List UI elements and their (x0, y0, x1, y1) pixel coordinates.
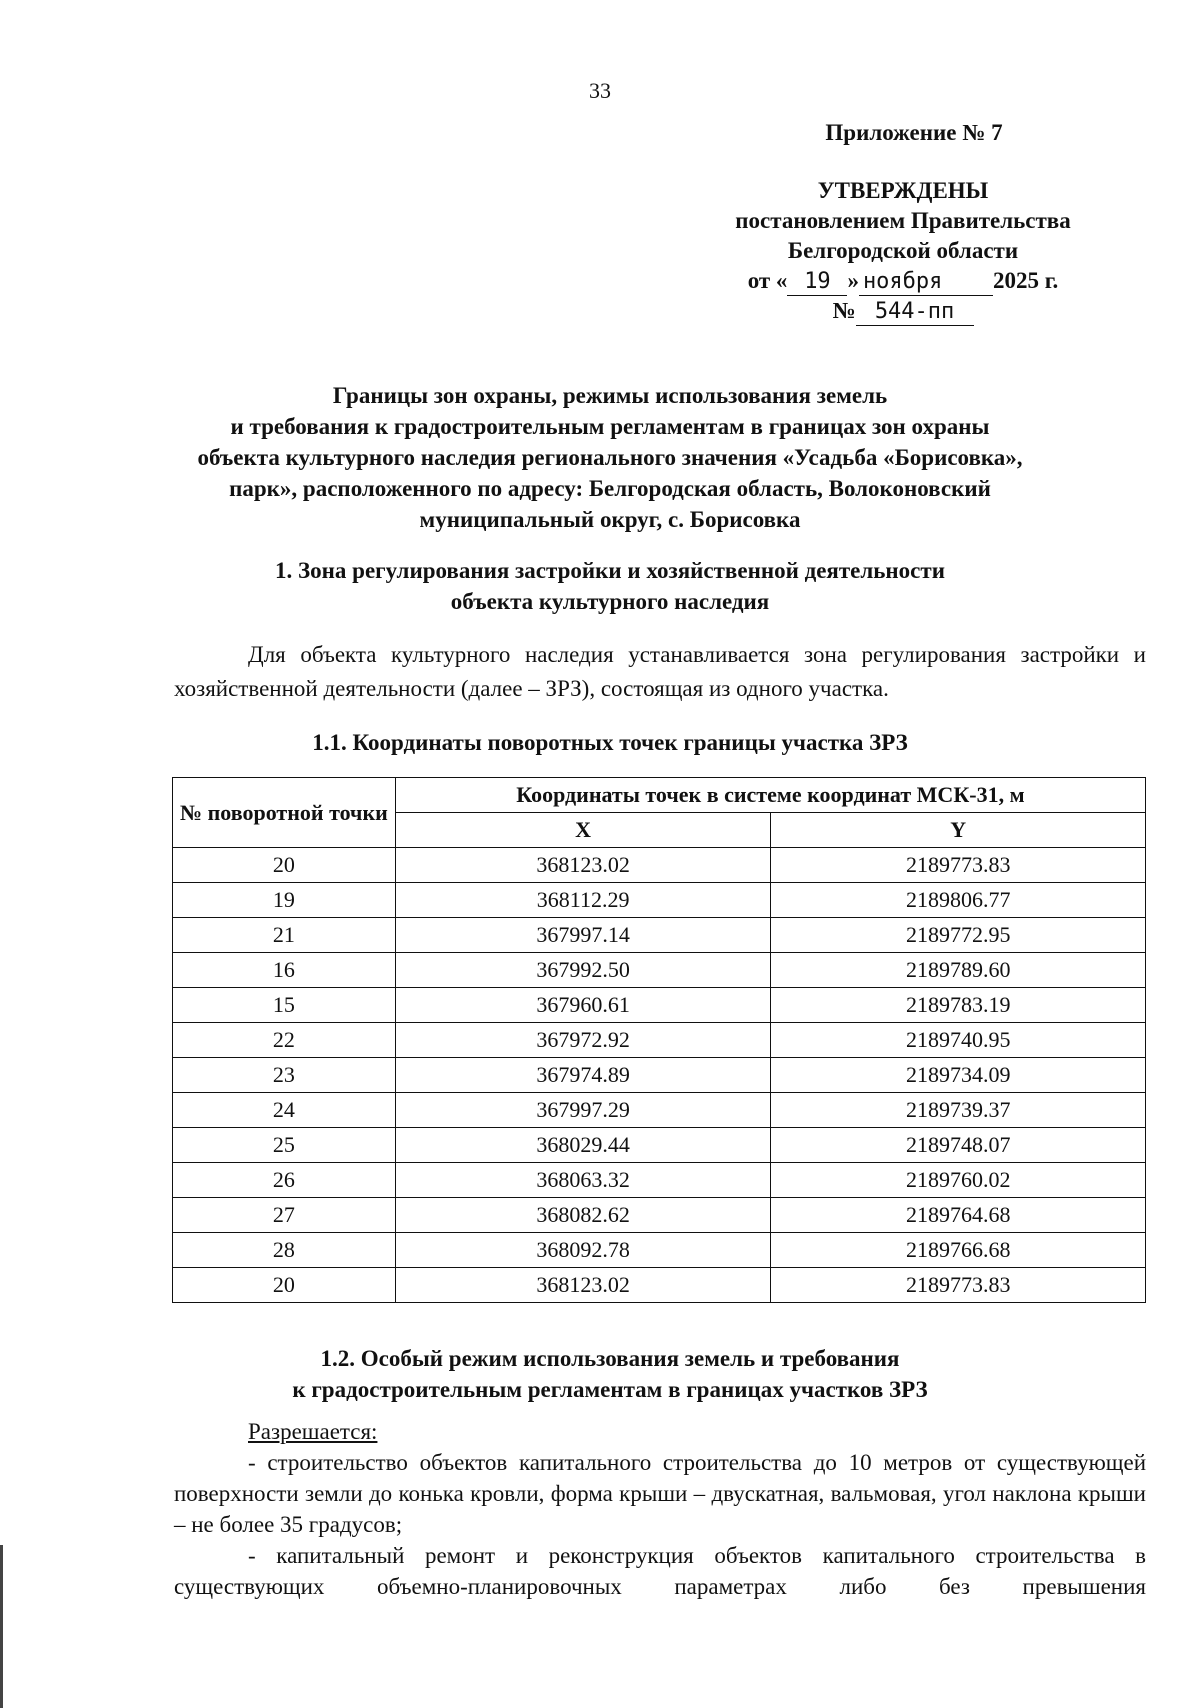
number-prefix: № (832, 298, 856, 323)
approved-by-line: постановлением Правительства (735, 208, 1071, 233)
cell-x: 368112.29 (395, 883, 771, 918)
cell-x: 367997.14 (395, 918, 771, 953)
cell-point: 20 (173, 848, 396, 883)
approved-label: УТВЕРЖДЕНЫ (817, 178, 989, 203)
table-row (173, 1023, 1146, 1058)
cell-point: 22 (173, 1023, 396, 1058)
cell-x: 368123.02 (395, 1268, 771, 1303)
cell-y: 2189740.95 (771, 1023, 1146, 1058)
cell-y: 2189764.68 (771, 1198, 1146, 1233)
header-x: X (395, 813, 771, 848)
title-line: Границы зон охраны, режимы использования земель (332, 383, 888, 408)
cell-y: 2189760.02 (771, 1163, 1146, 1198)
approved-by-region: Белгородской области (787, 238, 1019, 263)
cell-y: 2189748.07 (771, 1128, 1146, 1163)
cell-point: 26 (173, 1163, 396, 1198)
table-row (173, 988, 1146, 1023)
regime-text (174, 1416, 1146, 1602)
date-day: 19 (787, 269, 847, 296)
table-row (173, 1058, 1146, 1093)
approval-date (650, 266, 1156, 296)
title-line: муниципальный округ, с. Борисовка (419, 507, 801, 532)
table-row (173, 883, 1146, 918)
table-row (173, 918, 1146, 953)
allowed-item: - строительство объектов капитального строительства до 10 метров от существующей поверхности земли до конька кровли, форма крыши – двускатная, вальмовая, угол наклона крыши – не более 35 градусов; (174, 1450, 1146, 1537)
table-row (173, 1163, 1146, 1198)
approval-block (650, 118, 1156, 326)
cell-y: 2189773.83 (771, 1268, 1146, 1303)
header-coordinates: Координаты точек в системе координат МСК-31, м (395, 778, 1145, 813)
page-number: 33 (589, 78, 611, 103)
cell-x: 367972.92 (395, 1023, 771, 1058)
heading-line: 1.2. Особый режим использования земель и требования (320, 1346, 900, 1371)
cell-x: 368092.78 (395, 1233, 771, 1268)
title-line: и требования к градостроительным регламентам в границах зон охраны (230, 414, 990, 439)
header-point: № поворотной точки (173, 778, 396, 848)
cell-x: 367974.89 (395, 1058, 771, 1093)
intro-paragraph: Для объекта культурного наследия устанавливается зона регулирования застройки и хозяйственной деятельности (далее – ЗРЗ), состоящая из одного участка. (174, 642, 1146, 701)
approval-number (650, 296, 1156, 326)
annex-label: Приложение № 7 (825, 120, 1003, 145)
table-row (173, 1268, 1146, 1303)
allowed-item: - капитальный ремонт и реконструкция объектов капитального строительства в существующих объемно-планировочных параметрах либо без превышения (174, 1543, 1146, 1599)
cell-point: 23 (173, 1058, 396, 1093)
heading-line: 1. Зона регулирования застройки и хозяйственной деятельности (275, 558, 945, 583)
header-y: Y (771, 813, 1146, 848)
cell-y: 2189766.68 (771, 1233, 1146, 1268)
title-line: парк», расположенного по адресу: Белгородская область, Волоконовский (229, 476, 991, 501)
cell-x: 367992.50 (395, 953, 771, 988)
document-title (150, 380, 1070, 535)
cell-x: 368029.44 (395, 1128, 771, 1163)
scan-edge-mark (0, 1545, 3, 1708)
cell-point: 19 (173, 883, 396, 918)
cell-point: 21 (173, 918, 396, 953)
cell-y: 2189739.37 (771, 1093, 1146, 1128)
cell-point: 16 (173, 953, 396, 988)
table-row (173, 1233, 1146, 1268)
section-1-2-heading (150, 1343, 1070, 1405)
cell-y: 2189783.19 (771, 988, 1146, 1023)
section-1-heading (150, 555, 1070, 617)
cell-x: 368082.62 (395, 1198, 771, 1233)
cell-y: 2189773.83 (771, 848, 1146, 883)
heading-line: объекта культурного наследия (450, 589, 770, 614)
number-value: 544-пп (856, 299, 974, 326)
cell-point: 24 (173, 1093, 396, 1128)
date-prefix: от « (747, 268, 788, 293)
cell-y: 2189772.95 (771, 918, 1146, 953)
allowed-label: Разрешается: (248, 1419, 378, 1444)
table-row (173, 1198, 1146, 1233)
date-month: ноября (859, 269, 993, 296)
cell-point: 27 (173, 1198, 396, 1233)
cell-y: 2189789.60 (771, 953, 1146, 988)
date-mid: » (847, 268, 859, 293)
cell-y: 2189806.77 (771, 883, 1146, 918)
cell-x: 368063.32 (395, 1163, 771, 1198)
table-row (173, 1128, 1146, 1163)
date-year: 2025 г. (992, 268, 1059, 293)
heading-line: к градостроительным регламентам в границах участков ЗРЗ (292, 1377, 928, 1402)
title-line: объекта культурного наследия регионального значения «Усадьба «Борисовка», (197, 445, 1023, 470)
table-row (173, 848, 1146, 883)
cell-x: 368123.02 (395, 848, 771, 883)
cell-x: 367997.29 (395, 1093, 771, 1128)
table-row (173, 953, 1146, 988)
cell-point: 20 (173, 1268, 396, 1303)
cell-point: 28 (173, 1233, 396, 1268)
cell-point: 15 (173, 988, 396, 1023)
coordinates-table (172, 777, 1146, 1303)
table-row (173, 1093, 1146, 1128)
table-heading: 1.1. Координаты поворотных точек границы участка ЗРЗ (312, 730, 908, 755)
cell-point: 25 (173, 1128, 396, 1163)
cell-x: 367960.61 (395, 988, 771, 1023)
cell-y: 2189734.09 (771, 1058, 1146, 1093)
